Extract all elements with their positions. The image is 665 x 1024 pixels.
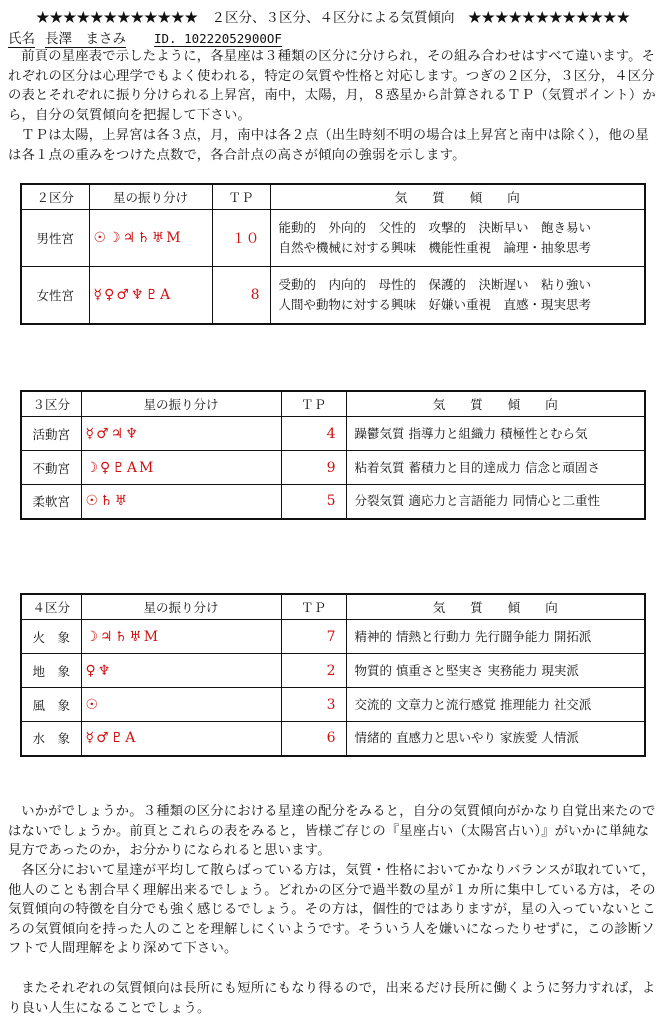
- row-planets: ☽♀♇AM: [81, 451, 281, 485]
- table-row: [21, 485, 645, 519]
- outro-paragraph-3: またそれぞれの気質傾向は長所にも短所にもなり得るので，出来るだけ長所に働くように努力すれば，より良い人生になることでしょう。: [8, 981, 656, 1016]
- row-planets: ☿♂♇A: [81, 722, 281, 756]
- row-desc: 躁鬱気質 指導力と組織力 積極性とむら気: [346, 417, 645, 451]
- row-name: 活動宮: [21, 417, 81, 451]
- table-header: ４区分: [21, 594, 81, 620]
- table-row: [21, 620, 645, 654]
- table-row: [21, 451, 645, 485]
- table-row: [21, 417, 645, 451]
- table-header: ２区分: [21, 184, 89, 210]
- row-name: 水 象: [21, 722, 81, 756]
- table-four-divisions: [20, 593, 646, 757]
- row-desc: 精神的 情熱と行動力 先行闘争能力 開拓派: [346, 620, 645, 654]
- table-row: [21, 688, 645, 722]
- table-three-divisions: [20, 390, 646, 520]
- row-desc: [270, 267, 645, 324]
- table-header: ＴＰ: [212, 184, 270, 210]
- row-planets: ☽♃♄♅M: [81, 620, 281, 654]
- table-row: [21, 654, 645, 688]
- row-tp: 2: [281, 654, 346, 688]
- id-value: ID. 10222052900OF: [154, 31, 282, 46]
- desc-line: 自然や機械に対する興味 機能性重視 論理・抽象思考: [278, 240, 592, 255]
- page-title: ★★★★★★★★★★★★ ２区分、３区分、４区分による気質傾向 ★★★★★★★★★★★★: [36, 10, 630, 26]
- row-desc: [270, 210, 645, 267]
- table-header: ＴＰ: [281, 594, 346, 620]
- row-planets: ☿♂♃♆: [81, 417, 281, 451]
- intro-paragraph-2: ＴＰは太陽，上昇宮は各３点，月，南中は各２点（出生時刻不明の場合は上昇宮と南中は除く），他の星は各１点の重みをつけた点数で，各合計点の高さが傾向の強弱を示します。: [8, 128, 649, 163]
- row-name: 地 象: [21, 654, 81, 688]
- row-tp: 7: [281, 620, 346, 654]
- row-tp: 8: [212, 267, 270, 324]
- table-header: ＴＰ: [281, 391, 346, 417]
- row-name: 男性宮: [21, 210, 89, 267]
- outro-paragraph-1: いかがでしょうか。３種類の区分における星達の配分をみると，自分の気質傾向がかなり自覚出来たのではないでしょうか。前頁とこれらの表をみると，皆様ご存じの『星座占い（太陽宮占い）』がいかに単純な見方であったのか，お分かりになられると思います。: [8, 804, 656, 859]
- row-tp: 5: [281, 485, 346, 519]
- row-planets: ☉☽♃♄♅M: [89, 210, 212, 267]
- table-header: 気 質 傾 向: [346, 391, 645, 417]
- row-tp: 9: [281, 451, 346, 485]
- outro-paragraph-2: 各区分において星達が平均して散らばっている方は，気質・性格においてかなりバランスが取れていて，他人のことも割合早く理解出来るでしょう。どれかの区分で過半数の星が１カ所に集中している方は，その気質傾向の特徴を自分でも強く感じるでしょう。その方は，個性的ではありますが，星の入っていないところの気質傾向を持った人のことを理解しにくいようです。そういう人を嫌いになったりせずに，この診断ソフトで人間理解をより深めて下さい。: [8, 863, 656, 957]
- table-header: 星の振り分け: [89, 184, 212, 210]
- desc-line: 能動的 外向的 父性的 攻撃的 決断早い 飽き易い: [278, 220, 592, 235]
- table-two-divisions: [20, 183, 646, 325]
- intro-paragraph-1: 前頁の星座表で示したように，各星座は３種類の区分に分けられ，その組み合わせはすべて違います。それぞれの区分は心理学でもよく使われる，特定の気質や性格と対応します。つぎの２区分，３区分，４区分の表とそれぞれに振り分けられる上昇宮，南中，太陽，月，８惑星から計算されるＴＰ（気質ポイント）から，自分の気質傾向を把握して下さい。: [8, 49, 656, 123]
- row-tp: 3: [281, 688, 346, 722]
- row-tp: 4: [281, 417, 346, 451]
- row-desc: 交流的 文章力と流行感覚 推理能力 社交派: [346, 688, 645, 722]
- desc-line: 人間や動物に対する興味 好嫌い重視 直感・現実思考: [278, 296, 592, 312]
- row-planets: ☉: [81, 688, 281, 722]
- row-name: 不動宮: [21, 451, 81, 485]
- name-label: 氏名: [8, 27, 35, 48]
- row-planets: ☉♄♅: [81, 485, 281, 519]
- row-planets: ☿♀♂♆♇A: [89, 267, 212, 324]
- row-desc: 情緒的 直感力と思いやり 家族愛 人情派: [346, 722, 645, 756]
- row-tp: 6: [281, 722, 346, 756]
- row-name: 柔軟宮: [21, 485, 81, 519]
- row-desc: 粘着気質 蓄積力と目的達成力 信念と頑固さ: [346, 451, 645, 485]
- table-row: [21, 210, 645, 267]
- row-name: 火 象: [21, 620, 81, 654]
- table-header: 気 質 傾 向: [270, 184, 645, 210]
- desc-line: 受動的 内向的 母性的 保護的 決断遅い 粘り強い: [278, 276, 592, 292]
- row-desc: 分裂気質 適応力と言語能力 同情心と二重性: [346, 485, 645, 519]
- table-header: 星の振り分け: [81, 594, 281, 620]
- table-header: 気 質 傾 向: [346, 594, 645, 620]
- table-header: ３区分: [21, 391, 81, 417]
- row-desc: 物質的 慎重さと堅実さ 実務能力 現実派: [346, 654, 645, 688]
- row-tp: １０: [212, 210, 270, 267]
- table-row: [21, 267, 645, 324]
- row-planets: ♀♆: [81, 654, 281, 688]
- table-row: [21, 722, 645, 756]
- name-value: 長澤 まさみ: [45, 27, 126, 48]
- table-header: 星の振り分け: [81, 391, 281, 417]
- row-name: 女性宮: [21, 267, 89, 324]
- id-line: [8, 27, 282, 48]
- row-name: 風 象: [21, 688, 81, 722]
